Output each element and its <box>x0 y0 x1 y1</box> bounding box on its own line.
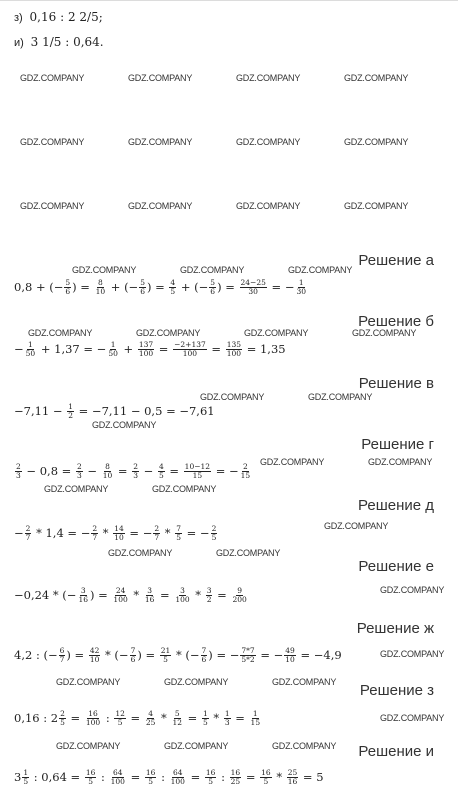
fraction-denominator: 10 <box>285 654 295 664</box>
fraction-numerator: 1 <box>298 278 304 287</box>
fraction <box>202 710 209 727</box>
fraction-denominator: 16 <box>144 594 155 604</box>
fraction-numerator: 5 <box>65 278 71 287</box>
fraction-denominator: 15 <box>250 717 261 727</box>
fraction <box>175 525 182 542</box>
fraction-denominator: 16 <box>78 594 88 604</box>
watermark: GDZ.COMPANY <box>164 741 229 751</box>
equation-text: * <box>129 588 143 603</box>
fraction-numerator: 1 <box>68 402 73 411</box>
fraction-numerator: 135 <box>226 340 242 349</box>
fraction-numerator: 49 <box>285 646 295 655</box>
fraction-denominator: 30 <box>248 286 258 296</box>
fraction-denominator: 100 <box>175 594 190 604</box>
fraction-numerator: 5 <box>140 278 145 287</box>
watermark: GDZ.COMPANY <box>44 484 109 494</box>
fraction <box>170 769 186 786</box>
fraction-numerator: 24 <box>115 586 126 595</box>
fraction-numerator: 14 <box>114 524 124 533</box>
equation-text: = <box>184 711 201 726</box>
fraction-numerator: 1 <box>252 709 258 718</box>
equation-text: + <box>119 342 137 357</box>
fraction-numerator: 2 <box>133 462 138 471</box>
fraction-numerator: 12 <box>115 709 125 718</box>
watermark: GDZ.COMPANY <box>20 201 85 211</box>
equation-text: ) = <box>146 280 169 295</box>
fraction <box>107 341 119 358</box>
fraction-denominator: 6 <box>210 286 216 296</box>
fraction-numerator: 7 <box>201 646 207 655</box>
fraction-numerator: 7 <box>130 646 136 655</box>
equation-text: 0,16 : 2 <box>14 711 59 726</box>
fraction-denominator: 5 <box>158 470 164 480</box>
equation-text: : 0,64 = <box>30 770 84 785</box>
equation-text: = <box>66 711 84 726</box>
equation-text: ) = <box>137 648 159 663</box>
fraction <box>139 279 146 296</box>
watermark: GDZ.COMPANY <box>128 73 193 83</box>
fraction <box>145 769 157 786</box>
fraction <box>130 647 137 664</box>
fraction-denominator: 7 <box>25 532 31 542</box>
watermark: GDZ.COMPANY <box>20 73 85 83</box>
equation-text: = <box>155 342 173 357</box>
equation-text: = <box>213 588 231 603</box>
fraction-numerator: 8 <box>105 462 110 471</box>
watermark: GDZ.COMPANY <box>200 392 265 402</box>
fraction <box>240 279 267 296</box>
equation-text: 0,8 + (− <box>14 280 64 295</box>
fraction-numerator: 2 <box>25 524 31 533</box>
equation-text: = <box>165 464 183 479</box>
fraction-denominator: 100 <box>170 776 185 786</box>
fraction-numerator: 137 <box>138 340 154 349</box>
watermark: GDZ.COMPANY <box>236 137 301 147</box>
equation-text: = 5 <box>299 770 324 785</box>
watermark: GDZ.COMPANY <box>344 73 409 83</box>
fraction-denominator: 200 <box>232 594 247 604</box>
fraction-denominator: 5 <box>163 654 168 664</box>
fraction-denominator: 5 <box>263 776 269 786</box>
fraction-denominator: 100 <box>226 348 242 358</box>
fraction-numerator: 4 <box>148 709 154 718</box>
fraction <box>89 647 101 664</box>
watermark: GDZ.COMPANY <box>56 741 121 751</box>
task-i <box>14 35 104 49</box>
watermark: GDZ.COMPANY <box>128 201 193 211</box>
fraction-numerator: 1 <box>110 340 116 349</box>
fraction <box>25 525 32 542</box>
watermark: GDZ.COMPANY <box>272 741 337 751</box>
fraction-denominator: 5 <box>208 776 214 786</box>
task-label: з) <box>14 12 23 24</box>
fraction <box>15 463 22 480</box>
watermark: GDZ.COMPANY <box>236 201 301 211</box>
equation-text: + (− <box>107 280 139 295</box>
fraction-denominator: 3 <box>133 470 138 480</box>
fraction <box>240 647 255 664</box>
equation-text: + 1,37 = − <box>37 342 107 357</box>
equation-text: = − <box>256 648 284 663</box>
equation-text: : <box>217 770 229 785</box>
fraction-denominator: 6 <box>201 654 207 664</box>
fraction-denominator: 7 <box>92 532 98 542</box>
watermark: GDZ.COMPANY <box>380 585 445 595</box>
equation-text: * 1,4 = − <box>32 526 91 541</box>
fraction <box>171 710 183 727</box>
fraction-denominator: 10 <box>102 470 113 480</box>
watermark: GDZ.COMPANY <box>352 328 417 338</box>
solution-heading-b: Решение б <box>358 313 434 330</box>
equation-text: = <box>114 464 132 479</box>
equation-text: = −7,11 − 0,5 = −7,61 <box>74 404 215 419</box>
fraction-numerator: 1 <box>28 340 33 349</box>
equation-text: ) = − <box>208 648 240 663</box>
equation-text: * <box>157 711 171 726</box>
equation-text: = <box>207 342 225 357</box>
fraction-numerator: 2 <box>76 462 82 471</box>
equation-zh <box>14 647 342 664</box>
equation-text: = − <box>182 526 210 541</box>
watermark: GDZ.COMPANY <box>108 548 173 558</box>
fraction <box>226 341 242 358</box>
fraction-numerator: 6 <box>59 646 65 655</box>
fraction-denominator: 7 <box>59 654 65 664</box>
fraction-numerator: 2 <box>60 709 65 718</box>
equation-v <box>14 403 215 420</box>
solution-heading-z: Решение з <box>359 682 434 699</box>
equation-text: = − <box>212 464 239 479</box>
fraction-denominator: 50 <box>108 348 118 358</box>
watermark: GDZ.COMPANY <box>368 457 433 467</box>
watermark: GDZ.COMPANY <box>128 137 193 147</box>
fraction-denominator: 6 <box>140 286 145 296</box>
fraction-denominator: 25 <box>230 776 241 786</box>
fraction <box>102 463 114 480</box>
fraction-numerator: 3 <box>206 586 212 595</box>
fraction-numerator: 16 <box>261 768 271 777</box>
fraction-denominator: 3 <box>76 470 82 480</box>
solution-heading-a: Решение а <box>358 252 434 269</box>
fraction-denominator: 5 <box>170 286 176 296</box>
equation-text: ) = <box>72 280 94 295</box>
equation-text: 3 <box>14 770 22 785</box>
fraction <box>287 769 299 786</box>
watermark: GDZ.COMPANY <box>236 73 301 83</box>
fraction-denominator: 5 <box>23 776 29 786</box>
fraction-numerator: 3 <box>80 586 86 595</box>
fraction-numerator: 1 <box>202 709 208 718</box>
fraction-numerator: 3 <box>147 586 152 595</box>
equation-text: ) = <box>89 588 112 603</box>
fraction-denominator: 100 <box>182 348 198 358</box>
fraction <box>145 710 157 727</box>
task-expression: 0,16 : 2 2/5; <box>29 10 103 24</box>
fraction-numerator: 25 <box>287 768 298 777</box>
watermark: GDZ.COMPANY <box>216 548 281 558</box>
watermark: GDZ.COMPANY <box>244 328 309 338</box>
equation-text: * <box>161 526 175 541</box>
equation-text: − 0,8 = <box>22 464 75 479</box>
watermark: GDZ.COMPANY <box>152 484 217 494</box>
fraction-denominator: 2 <box>68 410 73 420</box>
watermark: GDZ.COMPANY <box>180 265 245 275</box>
fraction <box>206 587 213 604</box>
equation-text: : <box>102 711 114 726</box>
fraction-numerator: 64 <box>112 768 123 777</box>
fraction-numerator: 16 <box>88 709 98 718</box>
fraction-denominator: 6 <box>65 286 71 296</box>
fraction <box>59 647 66 664</box>
equation-text: * <box>272 770 286 785</box>
equation-text: + (− <box>177 280 209 295</box>
fraction-numerator: 16 <box>230 768 241 777</box>
fraction-numerator: 3 <box>180 586 185 595</box>
fraction <box>112 587 128 604</box>
fraction-denominator: 2 <box>206 594 212 604</box>
equation-text: * (− <box>172 648 200 663</box>
fraction <box>64 279 71 296</box>
fraction-denominator: 100 <box>85 717 101 727</box>
fraction-numerator: 4 <box>170 278 176 287</box>
fraction-numerator: 5 <box>210 278 216 287</box>
fraction <box>169 279 176 296</box>
watermark: GDZ.COMPANY <box>260 457 325 467</box>
watermark: GDZ.COMPANY <box>324 521 389 531</box>
equation-text: = <box>186 770 204 785</box>
fraction <box>230 769 242 786</box>
fraction-numerator: 24−25 <box>240 278 266 287</box>
fraction-numerator: 7*7 <box>241 646 255 655</box>
watermark: GDZ.COMPANY <box>28 328 93 338</box>
fraction <box>211 525 218 542</box>
watermark: GDZ.COMPANY <box>344 201 409 211</box>
watermark: GDZ.COMPANY <box>272 677 337 687</box>
equation-e <box>14 587 249 604</box>
equation-text: − <box>83 464 101 479</box>
fraction-denominator: 25 <box>145 717 156 727</box>
equation-text: * (− <box>101 648 129 663</box>
fraction <box>25 341 37 358</box>
fraction <box>201 647 208 664</box>
fraction-numerator: 9 <box>237 586 242 595</box>
equation-text: * <box>191 588 205 603</box>
equation-i <box>14 769 324 786</box>
fraction <box>144 587 156 604</box>
fraction <box>295 279 307 296</box>
fraction <box>67 403 74 420</box>
fraction-denominator: 10 <box>95 286 106 296</box>
fraction <box>95 279 107 296</box>
fraction <box>59 710 66 727</box>
fraction-denominator: 50 <box>25 348 36 358</box>
fraction-denominator: 12 <box>172 717 183 727</box>
fraction-denominator: 15 <box>240 470 251 480</box>
watermark: GDZ.COMPANY <box>344 137 409 147</box>
fraction-denominator: 5 <box>88 776 94 786</box>
fraction <box>138 341 154 358</box>
task-label: и) <box>14 37 24 49</box>
solution-heading-i: Решение и <box>358 743 434 760</box>
equation-g <box>14 463 252 480</box>
task-z <box>14 10 103 24</box>
equation-text: − <box>14 526 24 541</box>
solution-heading-e: Решение е <box>358 558 434 575</box>
equation-text: = <box>231 711 249 726</box>
equation-d <box>14 525 218 542</box>
solution-heading-d: Решение д <box>358 497 434 514</box>
fraction-denominator: 7 <box>154 532 160 542</box>
fraction <box>184 463 211 480</box>
equation-text: = <box>242 770 260 785</box>
fraction <box>205 769 217 786</box>
fraction-denominator: 5 <box>211 532 217 542</box>
fraction <box>76 463 83 480</box>
equation-text: : <box>157 770 169 785</box>
fraction-numerator: −2+137 <box>174 340 206 349</box>
task-expression: 3 1/5 : 0,64. <box>30 35 104 49</box>
fraction-numerator: 4 <box>158 462 164 471</box>
fraction-numerator: 64 <box>173 768 183 777</box>
fraction-denominator: 5 <box>60 717 65 727</box>
fraction-denominator: 5 <box>176 532 181 542</box>
fraction-denominator: 3 <box>224 717 230 727</box>
watermark: GDZ.COMPANY <box>92 420 157 430</box>
equation-text: − <box>14 342 24 357</box>
equation-b <box>14 341 286 358</box>
watermark: GDZ.COMPANY <box>308 392 373 402</box>
fraction <box>250 710 262 727</box>
fraction <box>231 587 247 604</box>
fraction-denominator: 10 <box>89 654 100 664</box>
equation-text: − <box>139 464 157 479</box>
fraction <box>224 710 231 727</box>
fraction-numerator: 2 <box>211 524 217 533</box>
fraction-denominator: 100 <box>113 594 128 604</box>
fraction <box>153 525 160 542</box>
fraction-denominator: 5 <box>117 717 123 727</box>
equation-text: = <box>156 588 174 603</box>
fraction <box>160 647 172 664</box>
fraction <box>85 769 97 786</box>
fraction-denominator: 5 <box>148 776 154 786</box>
fraction-numerator: 2 <box>16 462 21 471</box>
fraction <box>77 587 89 604</box>
solution-heading-zh: Решение ж <box>356 620 434 637</box>
fraction <box>240 463 252 480</box>
watermark: GDZ.COMPANY <box>72 265 137 275</box>
equation-text: −7,11 − <box>14 404 67 419</box>
equation-text: −0,24 * (− <box>14 588 77 603</box>
fraction <box>85 710 101 727</box>
equation-text: ) = <box>217 280 239 295</box>
fraction-numerator: 16 <box>145 768 156 777</box>
fraction-numerator: 10−12 <box>184 462 211 471</box>
fraction <box>91 525 98 542</box>
fraction-numerator: 2 <box>154 524 160 533</box>
watermark: GDZ.COMPANY <box>20 137 85 147</box>
fraction-denominator: 100 <box>138 348 154 358</box>
equation-text: * <box>99 526 113 541</box>
equation-text: ) = <box>66 648 88 663</box>
fraction-numerator: 1 <box>23 768 29 777</box>
fraction-denominator: 5 <box>202 717 208 727</box>
fraction-numerator: 1 <box>224 709 230 718</box>
solution-heading-g: Решение г <box>361 436 434 453</box>
equation-text: 4,2 : (− <box>14 648 58 663</box>
fraction <box>174 587 190 604</box>
fraction-denominator: 30 <box>296 286 307 296</box>
fraction <box>284 647 296 664</box>
fraction-numerator: 5 <box>174 709 180 718</box>
fraction-numerator: 2 <box>243 462 248 471</box>
equation-a <box>14 279 308 296</box>
fraction-denominator: 15 <box>192 470 203 480</box>
equation-text: = − <box>125 526 153 541</box>
fraction <box>22 769 29 786</box>
fraction <box>260 769 272 786</box>
fraction <box>113 525 125 542</box>
solution-heading-v: Решение в <box>358 375 434 392</box>
fraction <box>132 463 139 480</box>
fraction-denominator: 100 <box>110 776 125 786</box>
fraction-numerator: 42 <box>89 646 100 655</box>
fraction-denominator: 3 <box>16 470 21 480</box>
fraction-numerator: 16 <box>205 768 216 777</box>
watermark: GDZ.COMPANY <box>136 328 201 338</box>
equation-text: = <box>126 770 144 785</box>
equation-text: : <box>97 770 109 785</box>
watermark: GDZ.COMPANY <box>380 649 445 659</box>
fraction-numerator: 21 <box>160 646 171 655</box>
fraction-numerator: 2 <box>92 524 98 533</box>
fraction-denominator: 5*2 <box>241 654 255 664</box>
fraction <box>173 341 207 358</box>
watermark: GDZ.COMPANY <box>56 677 121 687</box>
top-divider <box>0 0 458 1</box>
equation-text: = −4,9 <box>296 648 342 663</box>
fraction-numerator: 7 <box>176 524 181 533</box>
fraction <box>209 279 216 296</box>
watermark: GDZ.COMPANY <box>288 265 353 275</box>
watermark: GDZ.COMPANY <box>164 677 229 687</box>
equation-text: * <box>209 711 223 726</box>
equation-text: = − <box>267 280 295 295</box>
fraction-denominator: 16 <box>287 776 298 786</box>
fraction <box>110 769 126 786</box>
equation-z <box>14 710 262 727</box>
fraction-numerator: 8 <box>97 278 103 287</box>
equation-text: = <box>126 711 144 726</box>
watermark: GDZ.COMPANY <box>380 713 445 723</box>
fraction <box>158 463 165 480</box>
fraction-numerator: 16 <box>85 768 96 777</box>
equation-text: = 1,35 <box>243 342 286 357</box>
fraction-denominator: 6 <box>130 654 136 664</box>
fraction-denominator: 10 <box>114 532 124 542</box>
fraction <box>114 710 126 727</box>
